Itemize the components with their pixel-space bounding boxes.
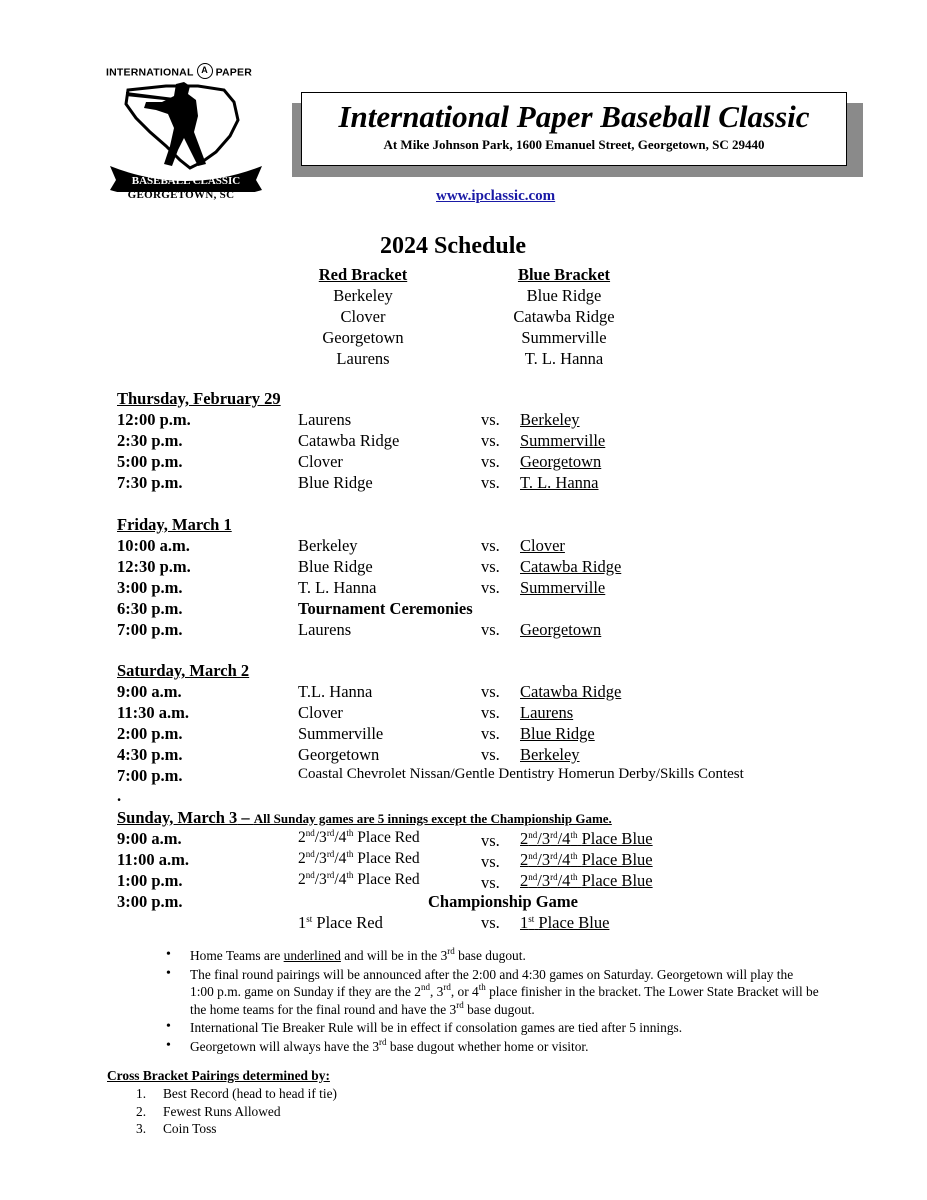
game-time: 12:30 p.m. bbox=[117, 557, 191, 576]
sup: nd bbox=[528, 851, 538, 861]
sup: nd bbox=[305, 849, 315, 859]
away-team: Berkeley bbox=[298, 536, 358, 555]
game-time: 4:30 p.m. bbox=[117, 745, 183, 764]
vs-label: vs. bbox=[481, 410, 500, 429]
place-num: 1 bbox=[520, 913, 529, 932]
home-team: Summerville bbox=[520, 578, 606, 597]
sup: nd bbox=[528, 872, 538, 882]
blue-team: Blue Ridge bbox=[526, 286, 602, 305]
vs-label: vs. bbox=[481, 852, 500, 871]
game-time: 9:00 a.m. bbox=[117, 682, 182, 701]
list-item bbox=[136, 1120, 337, 1138]
vs-label: vs. bbox=[481, 724, 500, 743]
place-blue: Place Blue bbox=[538, 913, 610, 932]
home-team: Catawba Ridge bbox=[520, 557, 622, 576]
game-time: 5:00 p.m. bbox=[117, 452, 183, 471]
ip-mark-icon: A bbox=[197, 63, 213, 79]
sup: rd bbox=[550, 851, 558, 861]
separator-dot: . bbox=[117, 786, 122, 805]
away-team: Clover bbox=[298, 452, 343, 471]
vs-label: vs. bbox=[481, 620, 500, 639]
note-item bbox=[160, 966, 820, 1019]
place-red: Place Red bbox=[357, 829, 420, 846]
notes-list bbox=[160, 947, 820, 1056]
note-text: place finisher in the bracket. The Lower State Bracket will be the home teams for the final round and have the 3 bbox=[190, 984, 819, 1017]
item-number: 2. bbox=[136, 1103, 147, 1119]
website-link[interactable]: www.ipclassic.com bbox=[436, 188, 556, 204]
away-team: Summerville bbox=[298, 724, 384, 743]
vs-label: vs. bbox=[481, 431, 500, 450]
place-red: Place Red bbox=[357, 871, 420, 888]
red-team: Clover bbox=[340, 307, 386, 326]
away-team: 2nd/3rd/4th Place Red bbox=[298, 849, 420, 867]
red-bracket bbox=[300, 264, 426, 369]
logo-city: GEORGETOWN, SC bbox=[127, 189, 235, 201]
blue-team: Summerville bbox=[521, 328, 607, 347]
event-label: Coastal Chevrolet Nissan/Gentle Dentistry Homerun Derby/Skills Contest bbox=[298, 766, 744, 782]
sup: st bbox=[528, 914, 535, 924]
vs-label: vs. bbox=[481, 578, 500, 597]
friday-heading: Friday, March 1 bbox=[117, 515, 232, 534]
vs-label: vs. bbox=[481, 557, 500, 576]
note-item bbox=[160, 947, 820, 965]
away-team: Blue Ridge bbox=[298, 557, 373, 576]
sunday-heading bbox=[117, 808, 612, 828]
sup: st bbox=[306, 914, 313, 924]
item-number: 1. bbox=[136, 1086, 147, 1101]
vs-label: vs. bbox=[481, 452, 500, 471]
home-team: T. L. Hanna bbox=[520, 473, 599, 492]
game-time: 9:00 a.m. bbox=[117, 829, 182, 848]
game-time: 7:30 p.m. bbox=[117, 473, 183, 492]
sup: nd bbox=[528, 830, 538, 840]
note-text: base dugout. bbox=[463, 1001, 535, 1017]
note-text: , or 4 bbox=[450, 984, 479, 999]
home-team: Catawba Ridge bbox=[520, 682, 622, 701]
blue-team: T. L. Hanna bbox=[524, 349, 604, 368]
title-box bbox=[301, 92, 847, 166]
note-text: base dugout whether home or visitor. bbox=[386, 1038, 589, 1054]
away-team: Clover bbox=[298, 703, 343, 722]
item-text: Coin Toss bbox=[163, 1121, 217, 1136]
home-team: Berkeley bbox=[520, 745, 580, 764]
note-text: base dugout. bbox=[454, 948, 526, 963]
vs-label: vs. bbox=[481, 873, 500, 892]
blue-team: Catawba Ridge bbox=[513, 307, 615, 326]
red-team: Georgetown bbox=[322, 328, 404, 347]
championship-time: 3:00 p.m. bbox=[117, 892, 183, 911]
game-time: 12:00 p.m. bbox=[117, 410, 191, 429]
ceremony-time: 6:30 p.m. bbox=[117, 599, 183, 618]
list-item bbox=[136, 1085, 337, 1103]
away-team: Georgetown bbox=[298, 745, 380, 764]
vs-label: vs. bbox=[481, 473, 500, 492]
ceremony-label: Tournament Ceremonies bbox=[298, 599, 473, 618]
logo-brand-left: INTERNATIONAL bbox=[106, 66, 194, 79]
away-team: 2nd/3rd/4th Place Red bbox=[298, 870, 420, 888]
place-num: 1 bbox=[298, 913, 307, 932]
note-text: Georgetown will always have the 3 bbox=[190, 1038, 380, 1054]
game-time: 2:00 p.m. bbox=[117, 724, 183, 743]
game-time: 1:00 p.m. bbox=[117, 871, 183, 890]
home-team: Georgetown bbox=[520, 620, 602, 639]
sup: th bbox=[570, 872, 578, 882]
away-team: Catawba Ridge bbox=[298, 431, 400, 450]
sunday-note: All Sunday games are 5 innings except the Championship Game. bbox=[253, 811, 612, 826]
championship-label: Championship Game bbox=[428, 892, 578, 911]
page-title: International Paper Baseball Classic bbox=[338, 99, 810, 134]
note-item bbox=[160, 1019, 820, 1037]
vs-label: vs. bbox=[481, 913, 500, 932]
logo-banner-text: BASEBALL CLASSIC bbox=[131, 175, 241, 187]
sup: rd bbox=[447, 946, 455, 956]
schedule-title: 2024 Schedule bbox=[380, 233, 527, 259]
home-team: 2nd/3rd/4th Place Blue bbox=[520, 871, 653, 890]
note-item bbox=[160, 1038, 820, 1056]
sup: th bbox=[346, 828, 354, 838]
home-team: 2nd/3rd/4th Place Blue bbox=[520, 829, 653, 848]
sup: rd bbox=[379, 1036, 387, 1047]
vs-label: vs. bbox=[481, 831, 500, 850]
cross-bracket-list bbox=[136, 1085, 337, 1138]
home-team: Blue Ridge bbox=[520, 724, 595, 743]
sup: rd bbox=[443, 982, 451, 992]
blue-bracket bbox=[494, 264, 634, 369]
sunday-title: Sunday, March 3 bbox=[117, 808, 238, 827]
logo-brand-right: PAPER bbox=[215, 66, 252, 79]
vs-label: vs. bbox=[481, 682, 500, 701]
note-underlined: underlined bbox=[283, 948, 341, 963]
sup: nd bbox=[305, 870, 315, 880]
home-team: Georgetown bbox=[520, 452, 602, 471]
away-team: 2nd/3rd/4th Place Red bbox=[298, 828, 420, 846]
home-team: 2nd/3rd/4th Place Blue bbox=[520, 850, 653, 869]
away-team: Blue Ridge bbox=[298, 473, 373, 492]
vs-label: vs. bbox=[481, 703, 500, 722]
sup: rd bbox=[550, 830, 558, 840]
red-team: Berkeley bbox=[333, 286, 393, 305]
place-red: Place Red bbox=[316, 913, 383, 932]
sup: th bbox=[346, 849, 354, 859]
home-team: Laurens bbox=[520, 703, 574, 722]
sunday-dash: – bbox=[237, 808, 254, 827]
blue-bracket-title: Blue Bracket bbox=[517, 265, 611, 284]
vs-label: vs. bbox=[481, 536, 500, 555]
red-bracket-title: Red Bracket bbox=[318, 265, 408, 284]
red-team: Laurens bbox=[336, 349, 390, 368]
logo-brand bbox=[106, 66, 266, 79]
championship-blue bbox=[520, 913, 609, 933]
sup: rd bbox=[550, 872, 558, 882]
cross-bracket-heading: Cross Bracket Pairings determined by: bbox=[107, 1068, 330, 1083]
sup: th bbox=[346, 870, 354, 880]
game-time: 11:00 a.m. bbox=[117, 850, 189, 869]
championship-red bbox=[298, 913, 383, 933]
baseball-player-icon bbox=[106, 80, 266, 192]
vs-label: vs. bbox=[481, 745, 500, 764]
saturday-heading: Saturday, March 2 bbox=[117, 661, 250, 680]
page-subtitle: At Mike Johnson Park, 1600 Emanuel Street, Georgetown, SC 29440 bbox=[383, 137, 765, 152]
game-time: 7:00 p.m. bbox=[117, 620, 183, 639]
logo bbox=[106, 62, 266, 207]
note-text: International Tie Breaker Rule will be in effect if consolation games are tied after 5 innings. bbox=[190, 1020, 683, 1035]
sup: rd bbox=[326, 849, 335, 859]
thursday-heading: Thursday, February 29 bbox=[117, 389, 281, 408]
place-red: Place Red bbox=[357, 850, 420, 867]
place-blue: Place Blue bbox=[581, 871, 653, 890]
sup: nd bbox=[420, 982, 430, 992]
list-item bbox=[136, 1103, 337, 1121]
away-team: T.L. Hanna bbox=[298, 682, 373, 701]
game-time: 10:00 a.m. bbox=[117, 536, 190, 555]
home-team: Berkeley bbox=[520, 410, 580, 429]
sup: nd bbox=[305, 828, 315, 838]
sup: th bbox=[570, 851, 578, 861]
game-time: 11:30 a.m. bbox=[117, 703, 189, 722]
away-team: Laurens bbox=[298, 410, 352, 429]
game-time: 2:30 p.m. bbox=[117, 431, 183, 450]
away-team: Laurens bbox=[298, 620, 352, 639]
sup: rd bbox=[326, 870, 335, 880]
item-text: Best Record (head to head if tie) bbox=[163, 1086, 338, 1101]
note-text: , 3 bbox=[429, 984, 444, 999]
sup: th bbox=[478, 982, 486, 992]
note-text: The final round pairings will be announced after the 2:00 and 4:30 games on Saturday. Georgetown will play the 1:00 p.m. game on Sunday if they are the 2 bbox=[190, 966, 794, 999]
sup: rd bbox=[456, 999, 464, 1010]
sup: rd bbox=[326, 828, 335, 838]
game-time: 3:00 p.m. bbox=[117, 578, 183, 597]
away-team: T. L. Hanna bbox=[298, 578, 377, 597]
note-text: and will be in the 3 bbox=[340, 948, 448, 963]
note-text: Home Teams are bbox=[190, 948, 284, 963]
home-team: Clover bbox=[520, 536, 565, 555]
place-blue: Place Blue bbox=[581, 829, 653, 848]
item-number: 3. bbox=[136, 1121, 147, 1136]
item-text: Fewest Runs Allowed bbox=[163, 1103, 281, 1119]
event-time: 7:00 p.m. bbox=[117, 766, 183, 785]
sup: th bbox=[570, 830, 578, 840]
place-blue: Place Blue bbox=[581, 850, 653, 869]
home-team: Summerville bbox=[520, 431, 606, 450]
